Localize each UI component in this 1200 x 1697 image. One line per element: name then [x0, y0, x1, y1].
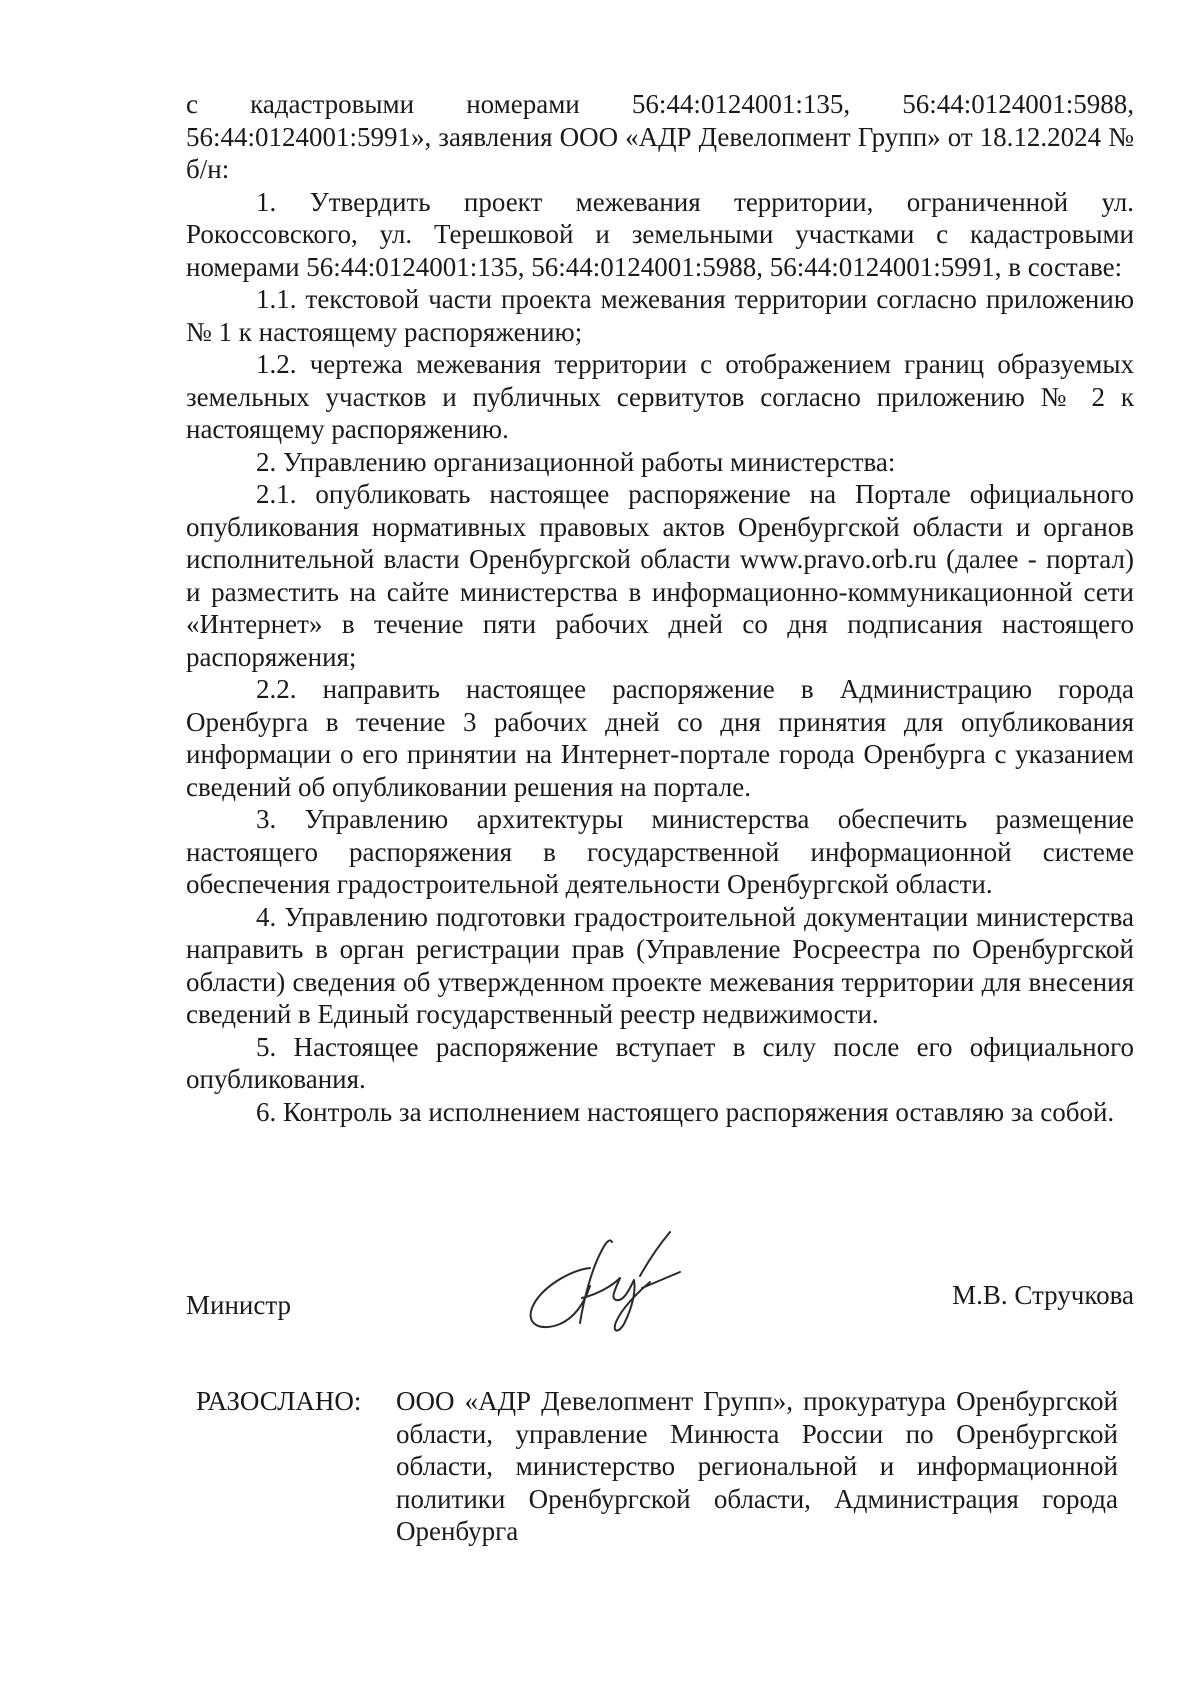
- clause-1-1: 1.1. текстовой части проекта межевания территории согласно приложению № 1 к настоящему распоряжению;: [186, 284, 1134, 347]
- clause-3: 3. Управлению архитектуры министерства обеспечить размещение настоящего распоряжения в государственной информационной системе обеспечения градостроительной деятельности Оренбургской области.: [186, 804, 1134, 899]
- clause-1-2: 1.2. чертежа межевания территории с отображением границ образуемых земельных участков и публичных сервитутов согласно приложению № 2 к настоящему распоряжению.: [186, 349, 1134, 444]
- signature-block: [186, 1280, 1134, 1330]
- signer-name: М.В. Стручкова: [952, 1280, 1134, 1310]
- clause-1: 1. Утвердить проект межевания территории, ограниченной ул. Рокоссовского, ул. Терешковой и земельными участками с кадастровыми номерами 56:44:0124001:135, 56:44:0124001:5988, 56:44:0124001:5991, в составе:: [186, 186, 1134, 282]
- clause-6: 6. Контроль за исполнением настоящего распоряжения оставляю за собой.: [256, 1096, 1115, 1127]
- clause-2-1: 2.1. опубликовать настоящее распоряжение на Портале официального опубликования нормативных правовых актов Оренбургской области и органов исполнительной власти Оренбургской области www.pravo.orb.ru (далее - портал) и разместить на сайте министерства в информационно-коммуникационной сети «Интернет» в течение пяти рабочих дней со дня подписания настоящего распоряжения;: [186, 479, 1134, 672]
- clause-2-2: 2.2. направить настоящее распоряжение в Администрацию города Оренбурга в течение 3 рабочих дней со дня принятия для опубликования информации о его принятии на Интернет-портале города Оренбурга с указанием сведений об опубликовании решения на портале.: [186, 674, 1134, 802]
- clause-2: 2. Управлению организационной работы министерства:: [256, 446, 896, 477]
- clause-4: 4. Управлению подготовки градостроительной документации министерства направить в орган регистрации прав (Управление Росреестра по Оренбургской области) сведения об утвержденном проекте межевания территории для внесения сведений в Единый государственный реестр недвижимости.: [186, 901, 1134, 1029]
- signer-title: Министр: [186, 1290, 291, 1320]
- distribution-label: РАЗОСЛАНО:: [196, 1386, 362, 1416]
- distribution-recipients: ООО «АДР Девелопмент Групп», прокуратура Оренбургской области, управление Минюста России по Оренбургской области, министерство региональной и информационной политики Оренбургской области, Администрация города Оренбурга: [396, 1386, 1118, 1546]
- document-body: [186, 88, 1134, 1128]
- clause-5: 5. Настоящее распоряжение вступает в силу после его официального опубликования.: [186, 1031, 1134, 1094]
- intro-paragraph: с кадастровыми номерами 56:44:0124001:135, 56:44:0124001:5988, 56:44:0124001:5991», заявления ООО «АДР Девелопмент Групп» от 18.12.2024 № б/н:: [186, 89, 1134, 184]
